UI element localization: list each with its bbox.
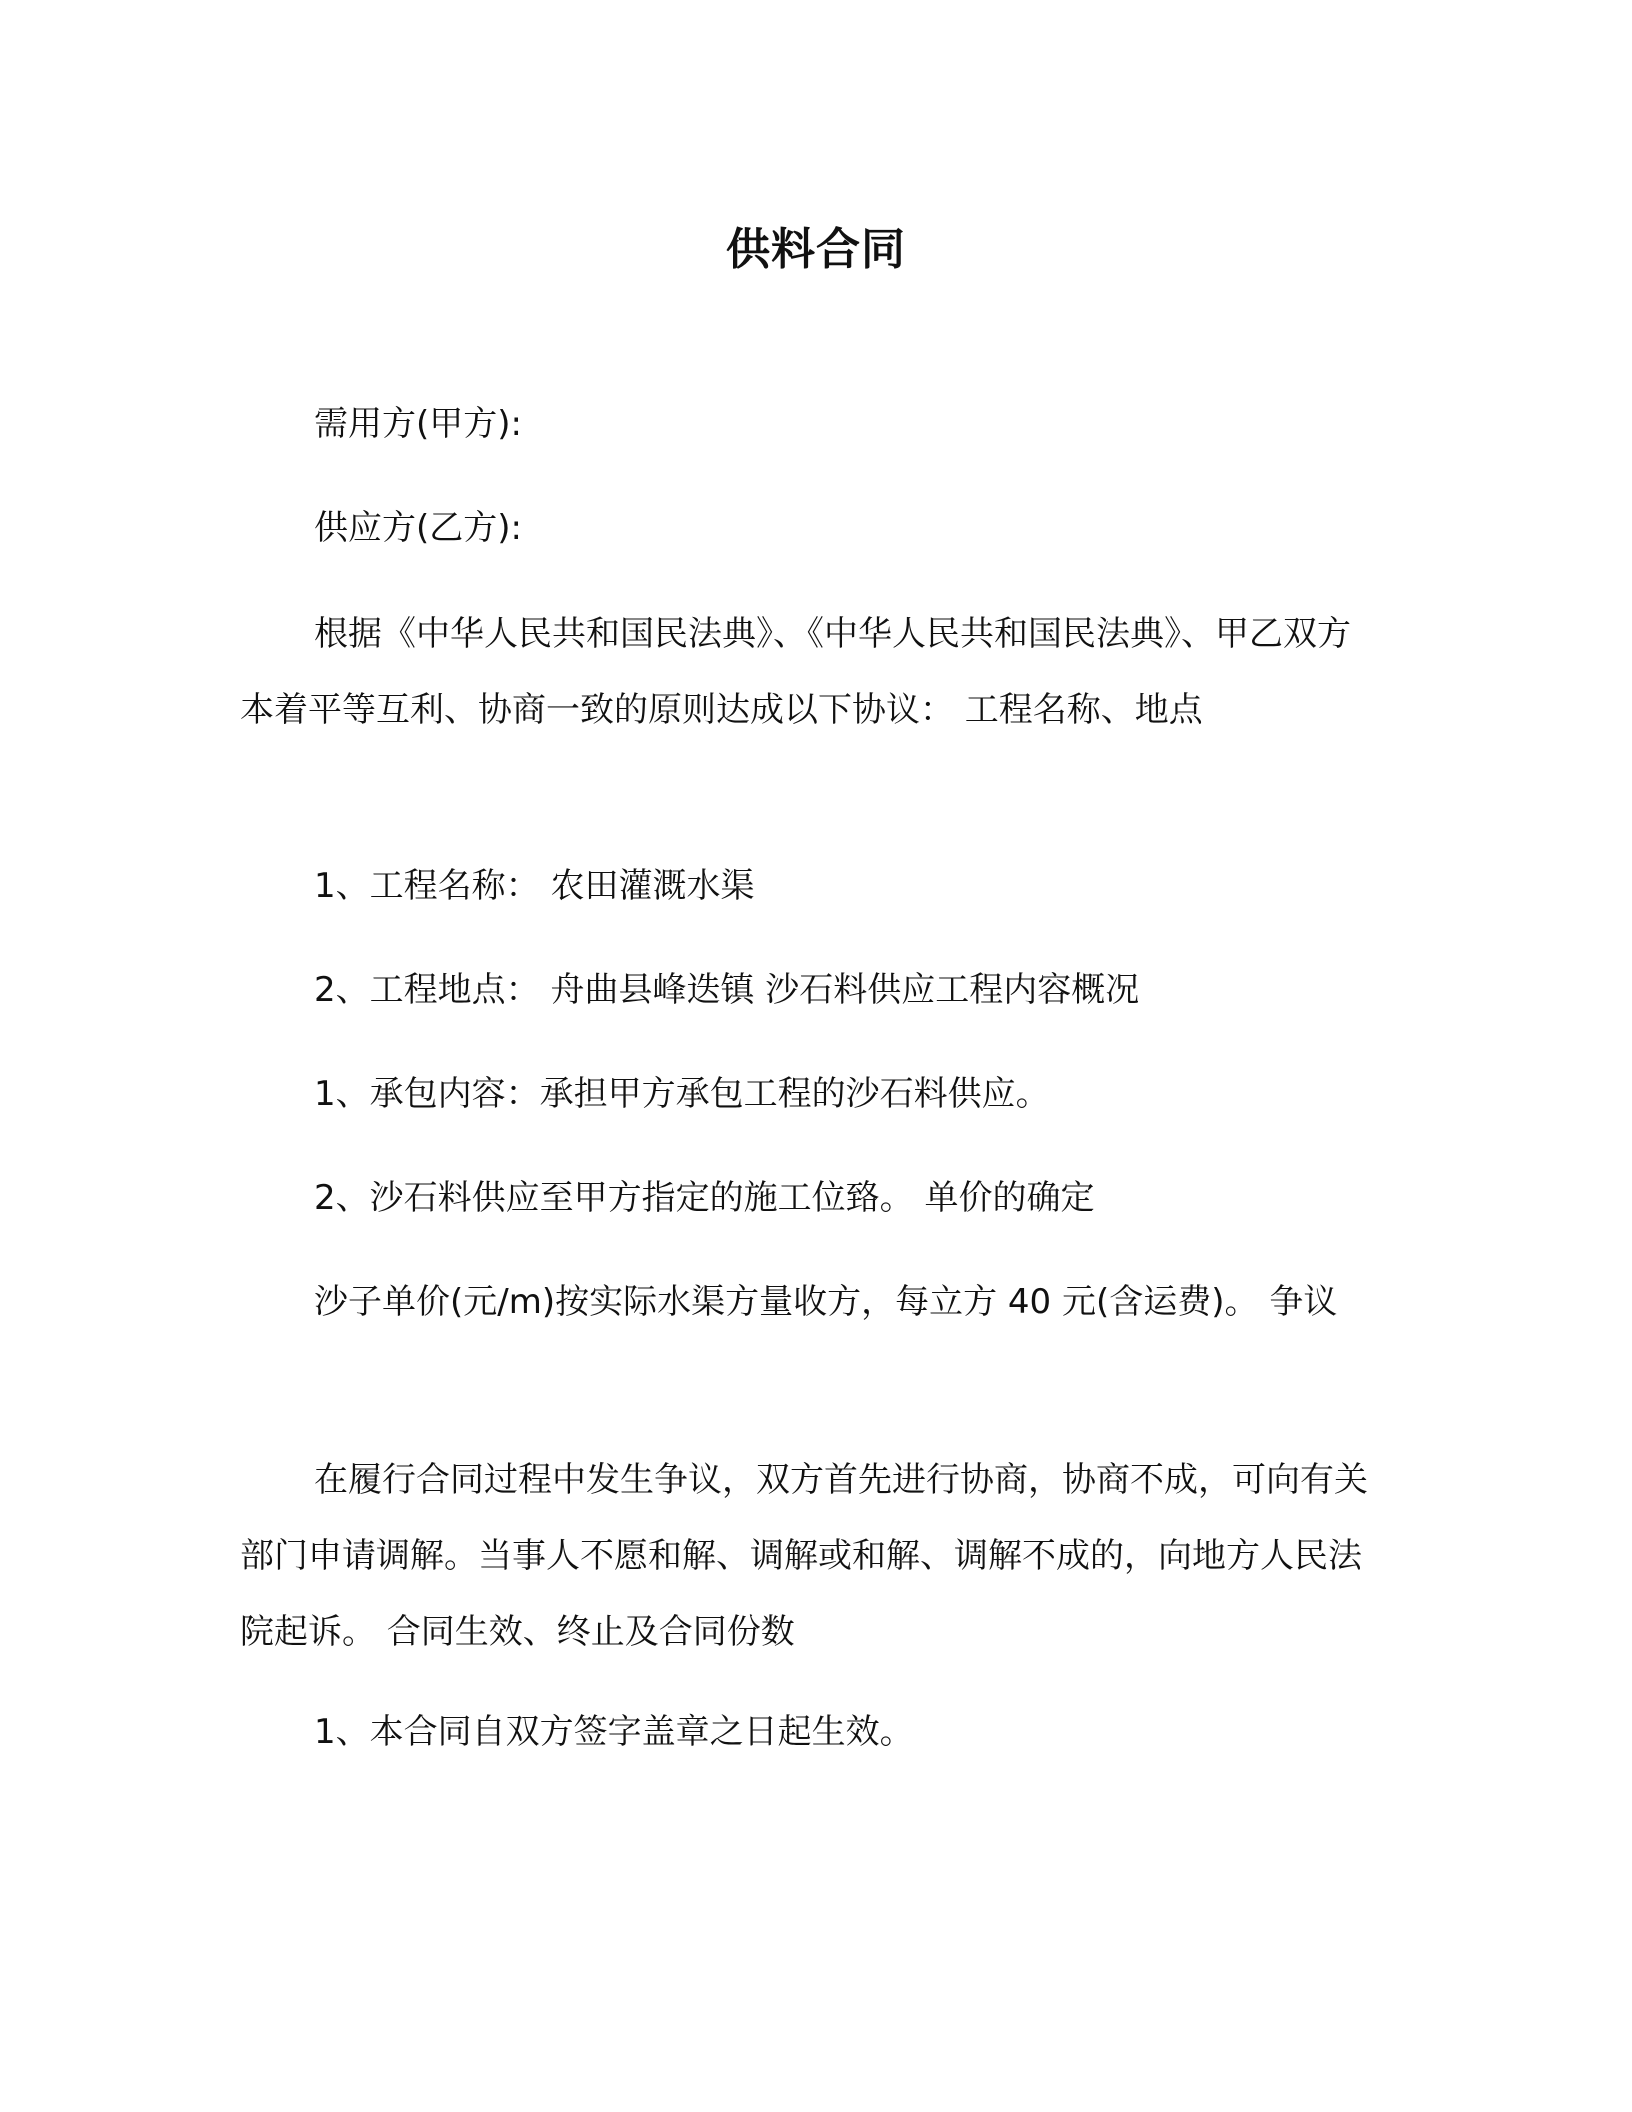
project-site-item: 2、工程地点： 舟曲县峰迭镇 沙石料供应工程内容概况 [314,970,1140,1010]
dispute-paragraph: 在履行合同过程中发生争议，双方首先进行协商，协商不成，可向有关部门申请调解。当事人不愿和解、调解或和解、调解不成的，向地方人民法院起诉。 合同生效、终止及合同份数 [240,1460,1368,1652]
party-a-line: 需用方(甲方): [314,404,522,444]
project-name-item: 1、工程名称： 农田灌溉水渠 [314,866,755,906]
effectiveness-item: 1、本合同自双方签字盖章之日起生效。 [314,1712,914,1752]
document-title: 供料合同 [726,224,906,275]
basis-paragraph: 根据《中华人民共和国民法典》、《中华人民共和国民法典》、甲乙双方本着平等互利、协商一致的原则达成以下协议： 工程名称、地点 [240,614,1351,730]
contract-scope-item: 1、承包内容：承担甲方承包工程的沙石料供应。 [314,1074,1050,1114]
supply-location-item: 2、沙石料供应至甲方指定的施工位臵。 单价的确定 [314,1178,1095,1218]
unit-price-paragraph: 沙子单价(元/m)按实际水渠方量收方，每立方 40 元(含运费)。 争议 [314,1282,1338,1322]
party-b-line: 供应方(乙方): [314,508,522,548]
